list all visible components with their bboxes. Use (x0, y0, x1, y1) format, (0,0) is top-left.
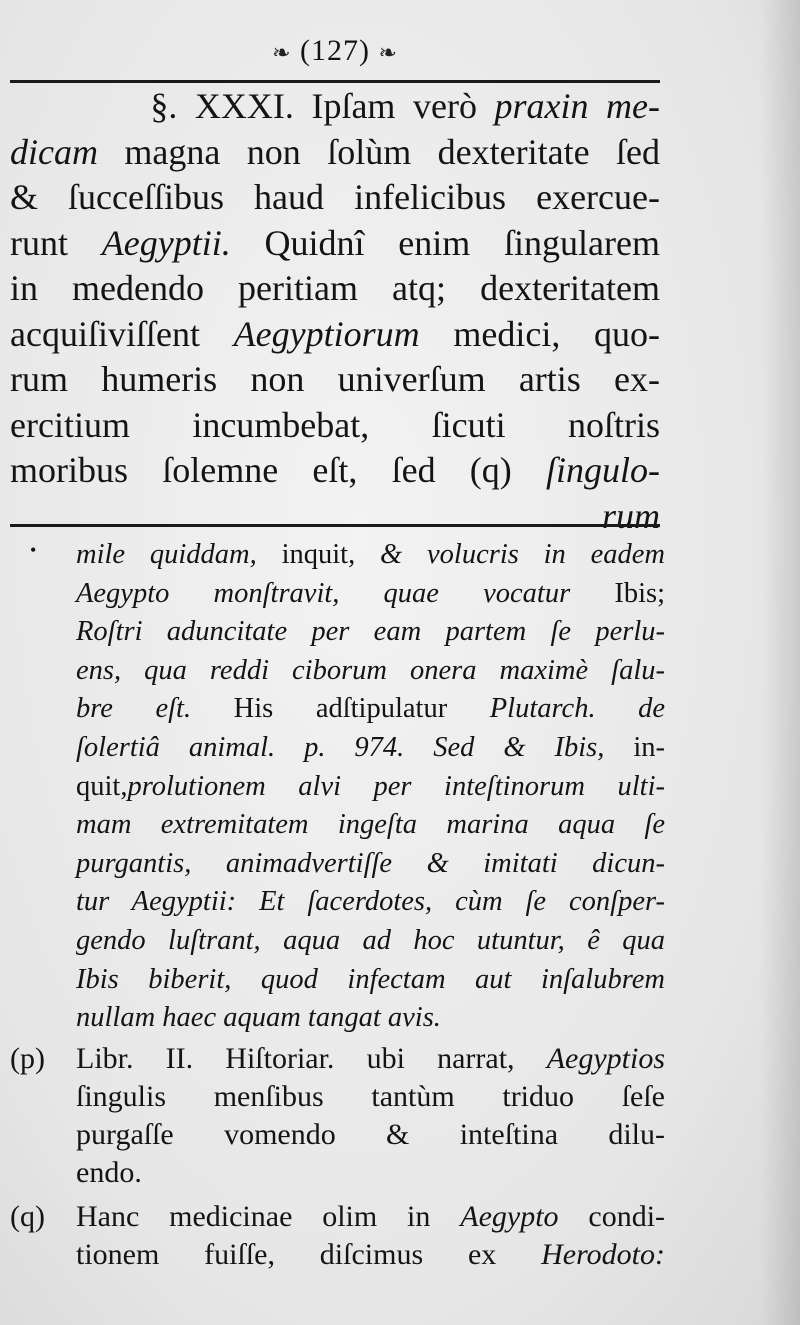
text-run: Quidnî enim ſingularem (264, 222, 661, 263)
footnote-continuation (10, 536, 665, 1038)
note-line: tur Aegyptii: Et ſacerdotes, cùm ſe conſper- (76, 886, 665, 918)
note-line: Ibis biberit, quod infectam aut inſalubrem (76, 963, 665, 995)
text-run: magna non ſolùm dexteritate ſed (124, 131, 661, 172)
text-run: inquit, (281, 539, 356, 570)
italic-run: Aegyptii. (101, 222, 231, 263)
note-line (76, 536, 665, 575)
main-line (10, 221, 660, 267)
ornament-right-icon: ❧ (378, 40, 398, 66)
italic-run: mile quiddam, (76, 539, 257, 570)
margin-mark: • (30, 540, 37, 560)
page-number: 127 (311, 34, 359, 67)
text-run: Libr. II. Hiſtoriar. ubi narrat, (76, 1041, 515, 1075)
main-text (10, 84, 660, 539)
ornament-left-icon: ❧ (272, 40, 292, 66)
note-line (76, 1040, 665, 1078)
footnote-rule (10, 524, 660, 527)
note-line: gendo luſtrant, aqua ad hoc utuntur, ê qua (76, 924, 665, 956)
text-run: Ibis; (614, 577, 665, 609)
footnotes (10, 536, 665, 1274)
italic-run: Aegypto (460, 1199, 559, 1233)
italic-run: & volucris in eadem (380, 539, 665, 570)
main-line (10, 84, 660, 130)
page-edge-shadow (760, 0, 800, 1325)
note-line: purgantis, animadvertiſſe & imitati dicun- (76, 847, 665, 879)
text-run: moribus ſolemne eſt, ſed (q) (10, 450, 512, 490)
main-line (10, 130, 660, 176)
text-run: quit, (76, 770, 128, 802)
text-run: medici, quo- (453, 313, 661, 354)
italic-run: dicam (10, 131, 98, 172)
note-line: Roſtri aduncitate per eam partem ſe perlu- (76, 616, 665, 648)
italic-run: praxin me- (494, 86, 660, 126)
footnote-q (10, 1198, 665, 1274)
footnote-p (10, 1040, 665, 1192)
main-line (10, 312, 660, 358)
page-header: ❧ (127) ❧ (272, 34, 398, 67)
note-line (76, 768, 665, 807)
italic-run: Aegypto monſtravit, quae vocatur (76, 577, 571, 609)
italic-run: Plutarch. de (489, 693, 666, 725)
italic-run: prolutionem alvi per inteſtinorum ulti- (127, 770, 665, 802)
section-number: §. XXXI. (150, 86, 294, 126)
text-run: tionem fuiſſe, diſcimus ex (76, 1237, 497, 1271)
catchword: rum (601, 495, 660, 536)
italic-run: bre eſt. (76, 693, 192, 725)
footnote-body (10, 1198, 665, 1274)
note-line: purgaſſe vomendo & inteſtina dilu- (76, 1117, 665, 1151)
text-run: Ipſam verò (311, 86, 477, 126)
footnote-mark: (q) (10, 1199, 45, 1233)
footnote-body (10, 1040, 665, 1192)
italic-run: ſolertiâ animal. p. 974. (76, 731, 405, 763)
italic-run: Aegyptiorum (233, 313, 420, 354)
text-run: in- (633, 731, 665, 763)
note-line (76, 690, 665, 729)
note-line: ens, qua reddi ciborum onera maximè ſalu- (76, 654, 665, 686)
main-line: ercitium incumbebat, ſicuti noſtris (10, 404, 660, 445)
note-line (76, 1198, 665, 1236)
text-run: condi- (588, 1199, 666, 1233)
text-run: runt (10, 222, 68, 263)
text-run: Hanc medicinae olim in (76, 1199, 431, 1233)
note-line (76, 575, 665, 614)
italic-run: Aegyptios (546, 1041, 665, 1075)
main-line: rum humeris non univerſum artis ex- (10, 359, 660, 399)
note-line: nullam haec aquam tangat avis. (76, 1002, 441, 1034)
italic-run: ſingulo- (546, 450, 660, 490)
text-run: acquiſiviſſent (10, 313, 200, 354)
note-line (76, 1236, 665, 1274)
italic-run: Herodoto: (541, 1237, 666, 1271)
text-run: His adſtipulatur (233, 693, 448, 725)
main-line: & ſucceſſibus haud infelicibus exercue- (10, 177, 660, 217)
note-line: ſingulis menſibus tantùm triduo ſeſe (76, 1079, 665, 1113)
main-line (10, 448, 660, 494)
italic-run: Sed & Ibis, (433, 731, 605, 763)
header-rule (10, 80, 660, 83)
main-line: in medendo peritiam atq; dexteritatem (10, 268, 660, 308)
note-line: endo. (76, 1155, 142, 1189)
note-line: mam extremitatem ingeſta marina aqua ſe (76, 809, 665, 841)
footnote-mark: (p) (10, 1041, 45, 1075)
note-line (76, 729, 665, 768)
